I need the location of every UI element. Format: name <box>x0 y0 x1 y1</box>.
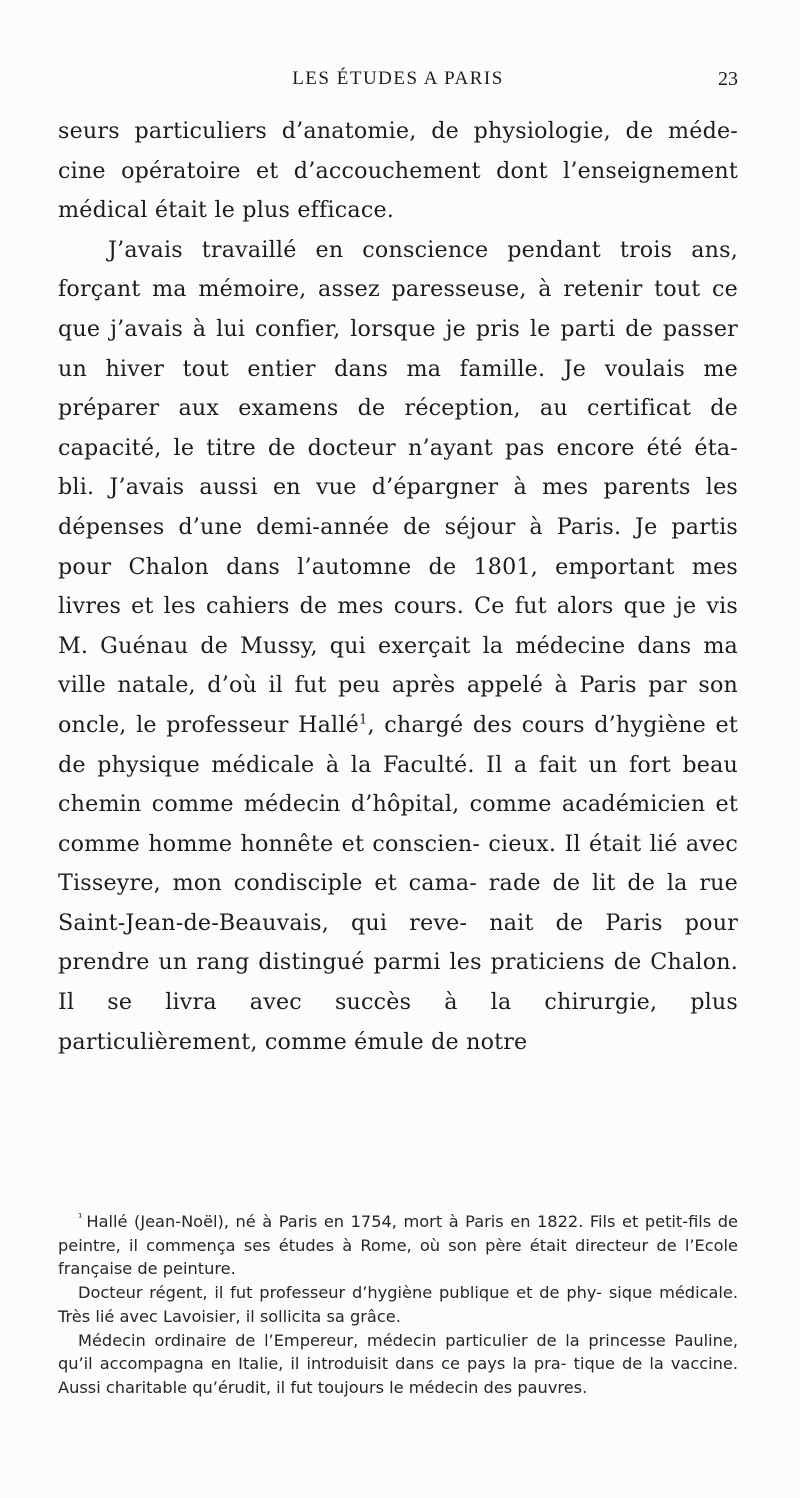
paragraph-2-part-2: , chargé des cours d’hygiène et de physique médicale à la Faculté. Il a fait un fort beau chemin comme médecin d’hôpital, comme académicien et comme homme honnête et conscien- cieux. Il était lié avec Tisseyre, mon condisciple et cama- rade de lit de la rue Saint-Jean-de-Beauvais, qui reve- nait de Paris pour prendre un rang distingué parmi les praticiens de Chalon. Il se livra avec succès à la chirurgie, plus particulièrement, comme émule de notre <box>58 711 738 1055</box>
footnote-1 <box>58 1210 738 1281</box>
footnotes <box>58 1210 738 1400</box>
footnote-1-text: Hallé (Jean-Noël), né à Paris en 1754, mort à Paris en 1822. Fils et petit-fils de peintre, il commença ses études à Rome, où son père était directeur de l’Ecole française de peinture. <box>58 1212 738 1279</box>
paragraph-2-part-1: J’avais travaillé en conscience pendant trois ans, forçant ma mémoire, assez paresseuse, à retenir tout ce que j’avais à lui confier, lorsque je pris le parti de passer un hiver tout entier dans ma famille. Je voulais me préparer aux examens de réception, au certificat de capacité, le titre de docteur n’ayant pas encore été éta- bli. J’avais aussi en vue d’épargner à mes parents les dépenses d’une demi-année de séjour à Paris. Je partis pour Chalon dans l’automne de 1801, emportant mes livres et les cahiers de mes cours. Ce fut alors que je vis M. Guénau de Mussy, qui exerçait la médecine dans ma ville natale, d’où il fut peu après appelé à Paris par son oncle, le professeur Hallé <box>58 236 738 738</box>
paragraph-1: seurs particuliers d’anatomie, de physiologie, de méde- cine opératoire et d’accouchement dont l’enseignement médical était le plus efficace. <box>58 118 738 224</box>
running-head <box>58 68 738 96</box>
body-text <box>58 112 738 1062</box>
footnote-reference[interactable]: 1 <box>358 712 368 728</box>
page-number: 23 <box>718 68 738 90</box>
paragraph-2 <box>58 231 738 1062</box>
footnote-1-continuation-2: Médecin ordinaire de l’Empereur, médecin particulier de la princesse Pauline, qu’il accompagna en Italie, il introduisit dans ce pays la pra- tique de la vaccine. Aussi charitable qu’érudit, il fut toujours le médecin des pauvres. <box>58 1330 738 1397</box>
running-title: LES ÉTUDES A PARIS <box>292 68 504 89</box>
footnote-mark: ¹ <box>78 1210 83 1224</box>
footnote-1-continuation-1: Docteur régent, il fut professeur d’hygiène publique et de phy- sique médicale. Très lié avec Lavoisier, il sollicita sa grâce. <box>58 1283 738 1326</box>
